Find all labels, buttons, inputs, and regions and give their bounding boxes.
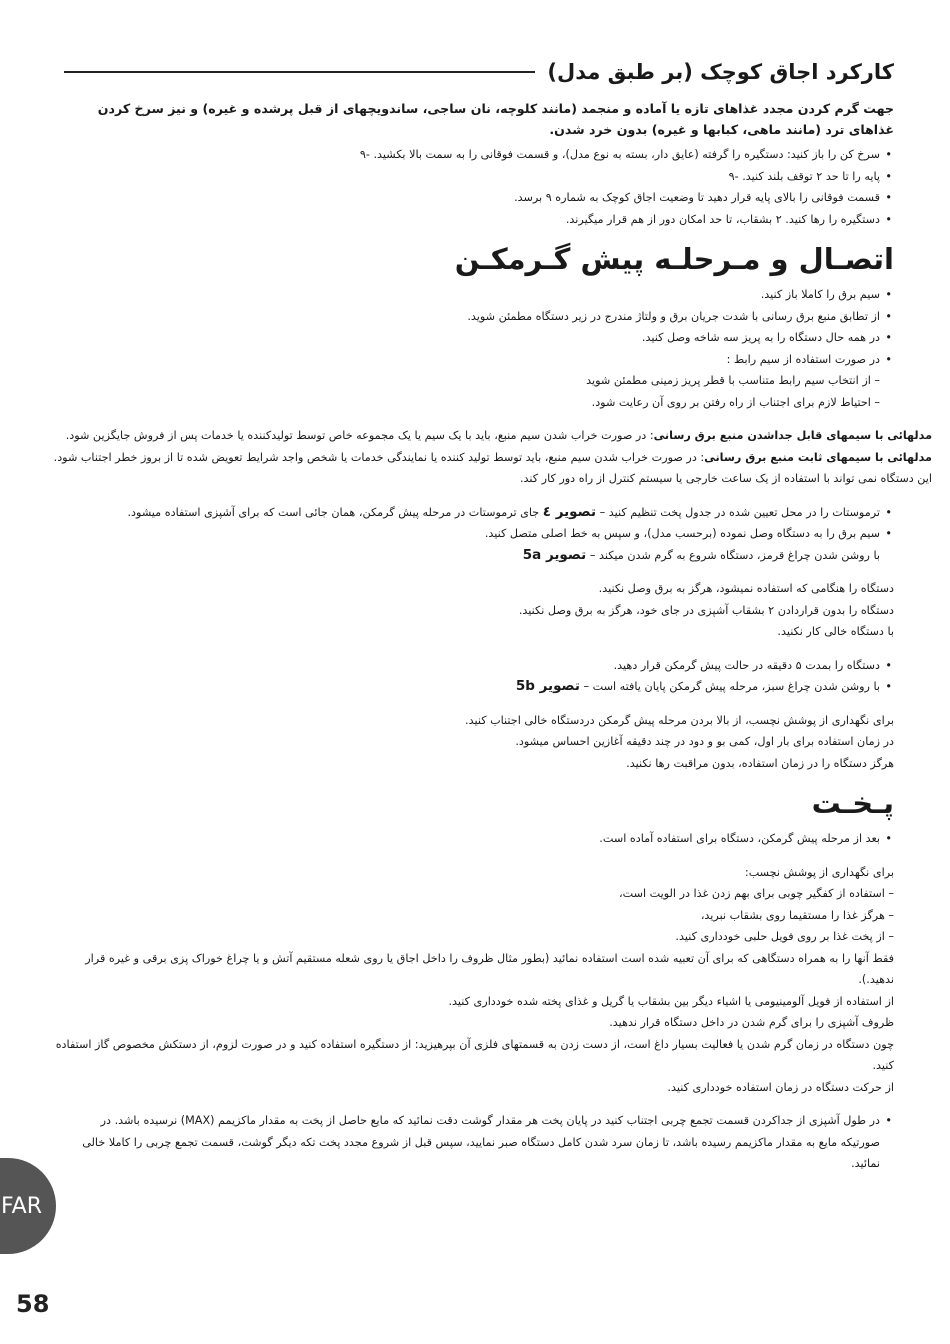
list-item: • سرخ کن را باز کنید: دستگیره را گرفته (عایق دار، بسته به نوع مدل)، و قسمت فوقانی را به سمت بالا بکشید. -۹ — [64, 144, 880, 166]
note-detachable — [24, 425, 932, 447]
warning-line: با دستگاه خالی کار نکنید. — [777, 625, 894, 638]
title-rule — [64, 71, 535, 73]
cord-notes — [24, 425, 932, 490]
list-item: • در طول آشپزی از جداکردن قسمت تجمع چربی اجتناب کنید در پایان پخت هر مقدار گوشت دقت نمائید که مایع حاصل از پخت به مقدار ماکزیمم (MAX) نرسیده باشد. در صورتیکه مایع به مقدار ماکزیمم رسیده باشد، تا زمان سرد شدن کامل دستگاه صبر نمایید، سپس قبل از شروع مجدد پخت تکه دیگر گوشت، قسمت تجمع چربی را کاملا خالی نمائید. — [64, 1110, 880, 1175]
warning-line: برای نگهداری از پوشش نچسب، از بالا بردن مرحله پیش گرمکن دردستگاه خالی اجتناب کنید. — [465, 713, 894, 727]
connection-list — [64, 284, 894, 413]
list-item: • سیم برق را کاملا باز کنید. — [64, 284, 880, 306]
language-tab: FAR — [0, 1158, 56, 1254]
note-fixed — [24, 447, 932, 469]
note-detachable-text: : در صورت خراب شدن سیم منبع، باید با یک سیم یا یک مجموعه خاص توسط تولیدکننده یا خدمات پس از فروش جایگزین شود. — [65, 429, 654, 442]
warnings-block-1 — [64, 578, 894, 643]
cooking-note: فقط آنها را به همراه دستگاهی که برای آن تعبیه شده است استفاده نمائید (بطور مثال ظروف را داخل اجاق یا روی شعله مستقیم آتش و یا چراغ خوراک پزی برقی و غیره قرار ندهید.). — [85, 951, 894, 986]
list-item — [64, 676, 880, 698]
note-fixed-text: : در صورت خراب شدن سیم منبع، باید توسط تولید کننده یا نمایندگی خدمات یا شخص واجد شرایط تعویض شده تا از بروز خطر اجتناب شود. — [53, 450, 705, 464]
cooking-list — [64, 828, 894, 850]
thermostat-text: ترموستات را در محل تعیین شده در جدول پخت تنظیم کنید – — [599, 505, 880, 519]
note-detachable-label: مدلهائی با سیمهای قابل جداشدن منبع برق رسانی — [653, 429, 932, 442]
nonstick-intro: برای نگهداری از پوشش نچسب: — [744, 865, 894, 879]
cooking-note: چون دستگاه در زمان گرم شدن یا فعالیت بسیار داغ است، از دست زدن به قسمتهای فلزی آن بپرهیزید: از دستگیره استفاده کنید و در صورت لزوم، از دستکش مخصوص گاز استفاده کنید. — [55, 1037, 894, 1072]
note-fixed-label: مدلهائی با سیمهای ثابت منبع برق رسانی — [704, 450, 932, 464]
nonstick-item: – استفاده از کفگیر چوبی برای بهم زدن غذا در الویت است، — [619, 887, 894, 900]
note-timer: این دستگاه نمی تواند با استفاده از یک ساعت خارجی یا سیستم کنترل از راه دور کار کند. — [520, 472, 932, 485]
warnings-block-2 — [64, 710, 894, 775]
warning-line: در زمان استفاده برای بار اول، کمی بو و دود در چند دقیقه آغازین احساس میشود. — [515, 735, 894, 748]
list-item: • قسمت فوقانی را بالای پایه قرار دهید تا وضعیت اجاق کوچک به شماره ۹ برسد. — [64, 187, 880, 209]
nonstick-item: – هرگز غذا را مستقیما روی بشقاب نبرید، — [700, 908, 894, 922]
nonstick-item: – از پخت غذا بر روی فویل حلبی خودداری کنید. — [675, 930, 894, 943]
section-title: کارکرد اجاق کوچک (بر طبق مدل) — [547, 60, 894, 84]
cooking-note: از حرکت دستگاه در زمان استفاده خودداری کنید. — [667, 1080, 894, 1094]
red-light-text: با روشن شدن چراغ قرمز، دستگاه شروع به گرم شدن میکند – — [589, 548, 880, 562]
list-item: • بعد از مرحله پیش گرمکن، دستگاه برای استفاده آماده است. — [64, 828, 880, 850]
list-item: • پایه را تا حد ۲ توقف بلند کنید. -۹ — [64, 166, 880, 188]
cooking-note: از استفاده از فویل آلومینیومی یا اشیاء دیگر بین بشقاب یا گریل و غذای پخته شده خودداری کنید. — [448, 994, 894, 1008]
connection-heading: اتصـال و مـرحلـه پيش گـرمكـن — [454, 242, 894, 276]
warning-line: هرگز دستگاه را در زمان استفاده، بدون مراقبت رها نکنید. — [626, 756, 894, 770]
preheat-list — [64, 655, 894, 698]
figure-ref: تصویر 5a — [522, 546, 587, 563]
manual-page — [53, 60, 932, 1175]
list-item: • در همه حال دستگاه را به پریز سه شاخه وصل کنید. — [64, 327, 880, 349]
oven-steps-list — [64, 144, 894, 230]
cooking-heading: پـخـت — [811, 786, 894, 820]
list-item: • دستگیره را رها کنید. ۲ بشقاب، تا حد امکان دور از هم قرار میگیرند. — [64, 209, 880, 231]
warning-line: دستگاه را بدون قراردادن ۲ بشقاب آشپزی در جای خود، هرگز به برق وصل نکنید. — [518, 603, 894, 617]
list-item: • در صورت استفاده از سیم رابط : — [64, 349, 880, 371]
page-number: 58 — [16, 1290, 50, 1318]
thermostat-list — [64, 502, 894, 567]
figure-ref: تصویر 5b — [515, 678, 580, 694]
warning-line: دستگاه را هنگامی که استفاده نمیشود، هرگز به برق وصل نکنید. — [598, 582, 894, 595]
list-item: – از انتخاب سیم رابط متناسب با قطر پریز زمینی مطمئن شوید — [586, 374, 880, 387]
green-light-text: با روشن شدن چراغ سبز، مرحله پیش گرمکن پایان یافته است – — [583, 680, 880, 693]
nonstick-block — [64, 862, 894, 948]
list-item — [64, 502, 880, 524]
list-item: • دستگاه را بمدت ۵ دقیقه در حالت پیش گرمکن قرار دهید. — [64, 655, 880, 677]
list-item: • از تطابق منبع برق رسانی با شدت جریان برق و ولتاژ مندرج در زیر دستگاه مطمئن شوید. — [64, 306, 880, 328]
cooking-note: ظروف آشپزی را برای گرم شدن در داخل دستگاه قرار ندهید. — [609, 1016, 894, 1029]
list-item: • سیم برق را به دستگاه وصل نموده (برحسب مدل)، و سپس به خط اصلی متصل کنید. — [64, 523, 880, 545]
section-lead: جهت گرم کردن مجدد غذاهای تازه یا آماده و منجمد (مانند کلوچه، نان ساجی، ساندویچهای از قبل پرشده و غیره) و نیز سرخ کردن غذاهای ترد (مانند ماهی، کبابها و غیره) بدون خرد شدن. — [97, 101, 894, 137]
cooking-notes — [54, 948, 894, 1099]
thermostat-tail: جای ترموستات در مرحله پیش گرمکن، همان جائی است که برای آشپزی استفاده میشود. — [127, 505, 540, 519]
figure-ref: تصویر ٤ — [542, 503, 597, 520]
section-title-row — [64, 60, 894, 84]
list-item: – احتیاط لازم برای اجتناب از راه رفتن بر روی آن رعایت شود. — [591, 395, 880, 409]
fat-list — [64, 1110, 894, 1175]
list-item — [64, 545, 880, 567]
